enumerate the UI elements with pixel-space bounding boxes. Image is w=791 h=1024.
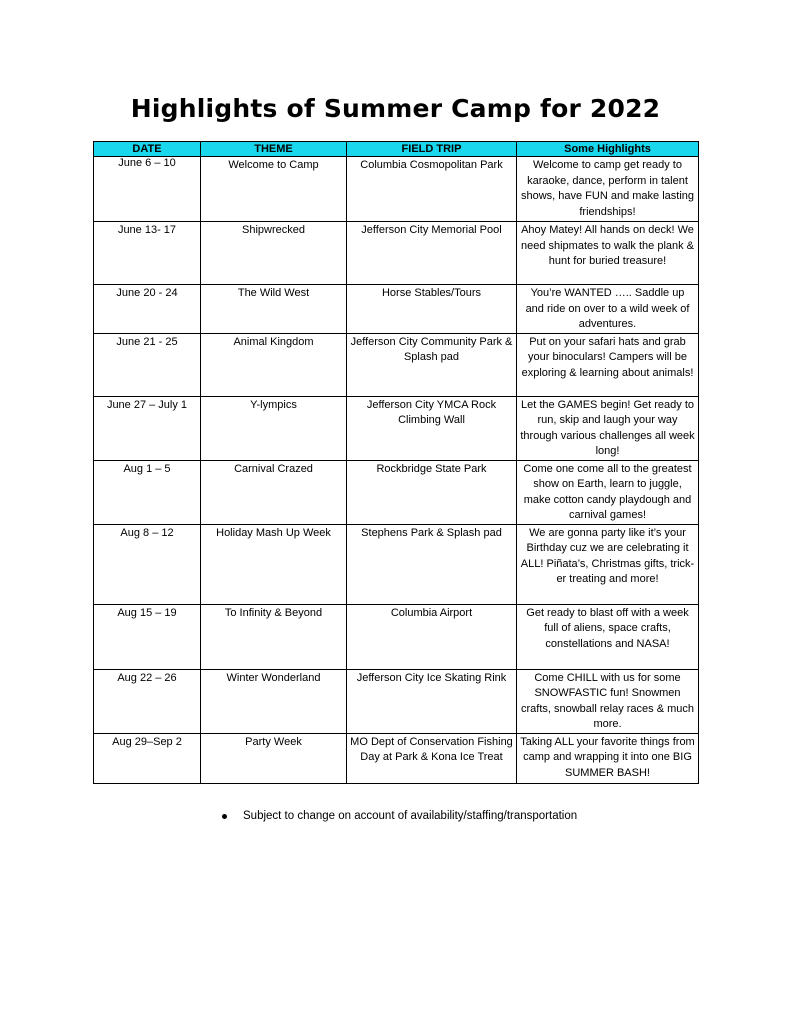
theme-cell: Holiday Mash Up Week <box>201 524 347 604</box>
field-trip-cell: Rockbridge State Park <box>347 460 517 524</box>
disclaimer-note <box>222 810 577 822</box>
disclaimer-text: Subject to change on account of availability/staffing/transportation <box>243 810 578 822</box>
header-date: DATE <box>94 142 201 157</box>
theme-cell: Carnival Crazed <box>201 460 347 524</box>
date-cell: June 13- 17 <box>94 222 201 285</box>
field-trip-cell: Jefferson City Ice Skating Rink <box>347 669 517 733</box>
field-trip-cell: Stephens Park & Splash pad <box>347 524 517 604</box>
table-row <box>94 604 699 669</box>
highlights-cell: Get ready to blast off with a week full of aliens, space crafts, constellations and NASA! <box>517 604 699 669</box>
theme-cell: Party Week <box>201 733 347 783</box>
date-cell: June 6 – 10 <box>94 157 201 222</box>
table-row <box>94 524 699 604</box>
field-trip-cell: Columbia Cosmopolitan Park <box>347 157 517 222</box>
field-trip-cell: Jefferson City Community Park & Splash pad <box>347 333 517 396</box>
date-cell: June 20 - 24 <box>94 285 201 334</box>
theme-cell: The Wild West <box>201 285 347 334</box>
field-trip-cell: MO Dept of Conservation Fishing Day at Park & Kona Ice Treat <box>347 733 517 783</box>
theme-cell: To Infinity & Beyond <box>201 604 347 669</box>
bullet-icon <box>222 814 227 819</box>
table-row <box>94 669 699 733</box>
table-row <box>94 157 699 222</box>
table-row <box>94 222 699 285</box>
highlights-cell: Welcome to camp get ready to karaoke, dance, perform in talent shows, have FUN and make lasting friendships! <box>517 157 699 222</box>
date-cell: Aug 29–Sep 2 <box>94 733 201 783</box>
highlights-cell: Put on your safari hats and grab your binoculars! Campers will be exploring & learning about animals! <box>517 333 699 396</box>
header-field-trip: FIELD TRIP <box>347 142 517 157</box>
page-title: Highlights of Summer Camp for 2022 <box>130 94 661 123</box>
table-row <box>94 333 699 396</box>
date-cell: Aug 8 – 12 <box>94 524 201 604</box>
table-row <box>94 460 699 524</box>
header-theme: THEME <box>201 142 347 157</box>
highlights-cell: Let the GAMES begin! Get ready to run, skip and laugh your way through various challenges all week long! <box>517 396 699 460</box>
date-cell: Aug 1 – 5 <box>94 460 201 524</box>
field-trip-cell: Horse Stables/Tours <box>347 285 517 334</box>
date-cell: June 21 - 25 <box>94 333 201 396</box>
date-cell: Aug 15 – 19 <box>94 604 201 669</box>
date-cell: Aug 22 – 26 <box>94 669 201 733</box>
highlights-cell: Come one come all to the greatest show on Earth, learn to juggle, make cotton candy playdough and carnival games! <box>517 460 699 524</box>
field-trip-cell: Jefferson City Memorial Pool <box>347 222 517 285</box>
highlights-cell: You’re WANTED ….. Saddle up and ride on over to a wild week of adventures. <box>517 285 699 334</box>
theme-cell: Animal Kingdom <box>201 333 347 396</box>
theme-cell: Shipwrecked <box>201 222 347 285</box>
header-highlights: Some Highlights <box>517 142 699 157</box>
field-trip-cell: Jefferson City YMCA Rock Climbing Wall <box>347 396 517 460</box>
theme-cell: Welcome to Camp <box>201 157 347 222</box>
theme-cell: Winter Wonderland <box>201 669 347 733</box>
table-row <box>94 396 699 460</box>
table-row <box>94 285 699 334</box>
highlights-cell: Ahoy Matey! All hands on deck! We need shipmates to walk the plank & hunt for buried treasure! <box>517 222 699 285</box>
camp-schedule-table <box>93 141 699 784</box>
highlights-cell: Come CHILL with us for some SNOWFASTIC fun! Snowmen crafts, snowball relay races & much more. <box>517 669 699 733</box>
highlights-cell: Taking ALL your favorite things from camp and wrapping it into one BIG SUMMER BASH! <box>517 733 699 783</box>
theme-cell: Y-lympics <box>201 396 347 460</box>
table-header-row <box>94 142 699 157</box>
date-cell: June 27 – July 1 <box>94 396 201 460</box>
highlights-cell: We are gonna party like it’s your Birthday cuz we are celebrating it ALL! Piñata’s, Christmas gifts, trick-er treating and more! <box>517 524 699 604</box>
field-trip-cell: Columbia Airport <box>347 604 517 669</box>
table-row <box>94 733 699 783</box>
